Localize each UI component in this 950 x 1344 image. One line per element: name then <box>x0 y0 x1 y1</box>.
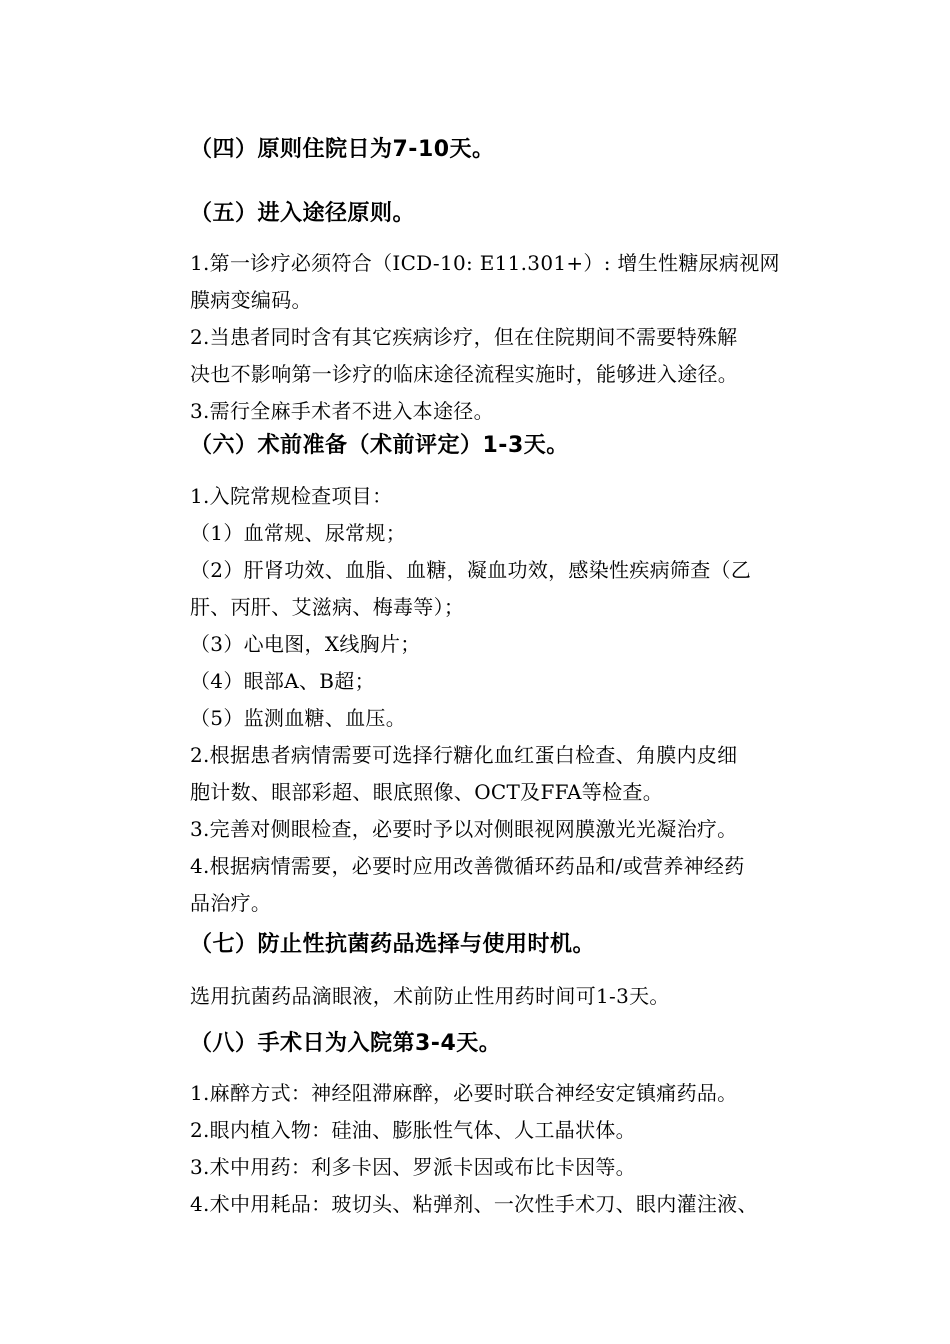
text-line: 膜病变编码。 <box>190 288 312 312</box>
section-7-body <box>190 978 830 1015</box>
text-line: 2.根据患者病情需要可选择行糖化血红蛋白检查、角膜内皮细 <box>190 743 738 767</box>
section-5-body <box>190 245 830 430</box>
text-line: 1.入院常规检查项目： <box>190 484 393 508</box>
text-line: （2）肝肾功效、血脂、血糖，凝血功效，感染性疾病筛查（乙 <box>190 558 752 582</box>
section-heading-4: （四）原则住院日为7-10天。 <box>190 137 495 162</box>
section-heading-5: （五）进入途径原则。 <box>190 201 416 226</box>
section-6-body <box>190 478 830 922</box>
text-line: （3）心电图，X线胸片； <box>190 632 421 656</box>
text-line: 4.根据病情需要，必要时应用改善微循环药品和/或营养神经药 <box>190 854 745 878</box>
text-line: （4）眼部A、B超； <box>190 669 375 693</box>
section-8-body <box>190 1075 830 1223</box>
text-line: 肝、丙肝、艾滋病、梅毒等）； <box>190 595 465 619</box>
text-line: 3.需行全麻手术者不进入本途径。 <box>190 399 494 423</box>
text-line: 1.麻醉方式：神经阻滞麻醉，必要时联合神经安定镇痛药品。 <box>190 1081 738 1105</box>
text-line: 选用抗菌药品滴眼液，术前防止性用药时间可1-3天。 <box>190 984 670 1008</box>
text-line: （1）血常规、尿常规； <box>190 521 407 545</box>
text-line: 决也不影响第一诊疗的临床途径流程实施时，能够进入途径。 <box>190 362 739 386</box>
text-line: （5）监测血糖、血压。 <box>190 706 407 730</box>
text-line: 3.术中用药：利多卡因、罗派卡因或布比卡因等。 <box>190 1155 636 1179</box>
section-heading-6: （六）术前准备（术前评定）1-3天。 <box>190 433 569 458</box>
text-line: 品治疗。 <box>190 891 272 915</box>
text-line: 4.术中用耗品：玻切头、粘弹剂、一次性手术刀、眼内灌注液、 <box>190 1192 758 1216</box>
text-line: 1.第一诊疗必须符合（ICD-10: E11.301+）: 增生性糖尿病视网 <box>190 251 780 275</box>
text-line: 胞计数、眼部彩超、眼底照像、OCT及FFA等检查。 <box>190 780 663 804</box>
section-heading-8: （八）手术日为入院第3-4天。 <box>190 1031 502 1056</box>
text-line: 2.眼内植入物：硅油、膨胀性气体、人工晶状体。 <box>190 1118 636 1142</box>
text-line: 2.当患者同时含有其它疾病诊疗，但在住院期间不需要特殊解 <box>190 325 738 349</box>
section-heading-7: （七）防止性抗菌药品选择与使用时机。 <box>190 932 596 957</box>
text-line: 3.完善对侧眼检查，必要时予以对侧眼视网膜激光光凝治疗。 <box>190 817 738 841</box>
